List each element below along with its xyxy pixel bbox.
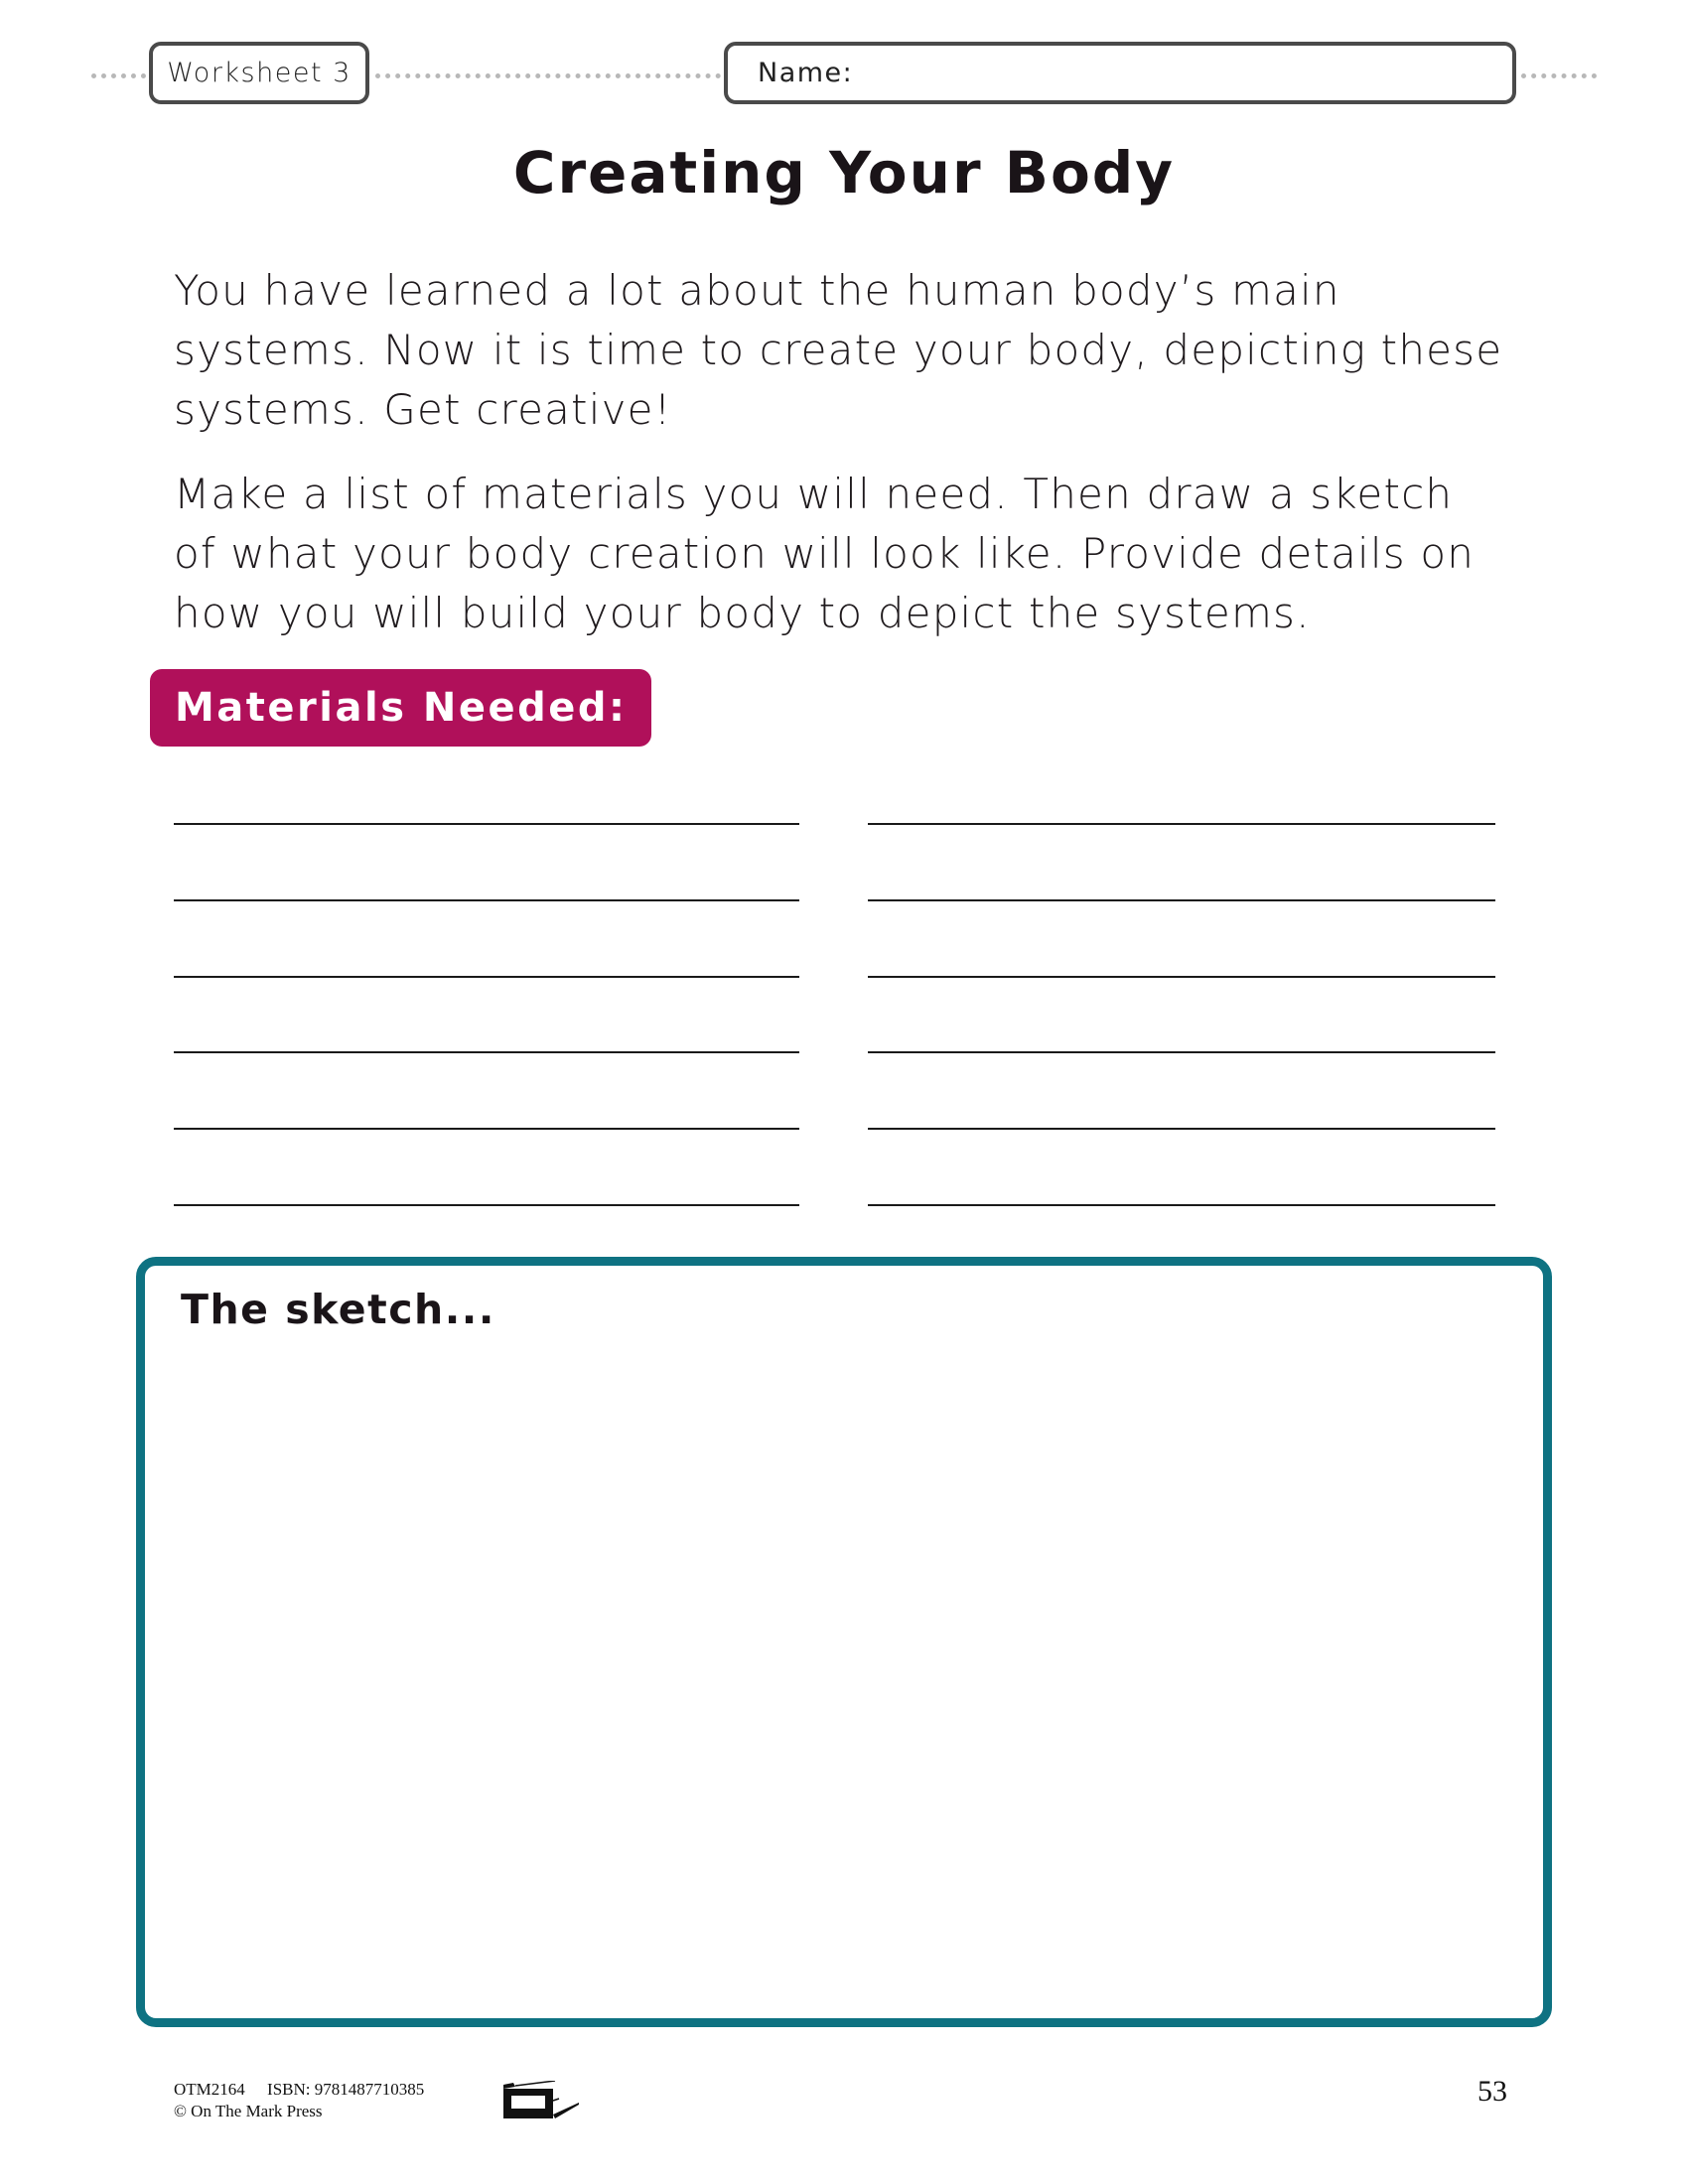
header-dotted-line-right — [1521, 73, 1597, 78]
instruction-paragraph-2: Make a list of materials you will need. Then draw a sketch of what your body creation will look like. Provide details on how you will build your body to depict the systems. — [174, 470, 1476, 637]
materials-line-left-1[interactable] — [174, 823, 799, 825]
materials-line-left-3[interactable] — [174, 976, 799, 978]
page-title: Creating Your Body — [512, 139, 1176, 206]
materials-line-right-2[interactable] — [868, 899, 1495, 901]
name-field[interactable] — [724, 42, 1516, 104]
materials-line-right-5[interactable] — [868, 1128, 1495, 1130]
materials-line-right-3[interactable] — [868, 976, 1495, 978]
instruction-paragraph-1: You have learned a lot about the human body’s main systems. Now it is time to create your body, depicting these systems. Get creative! — [174, 266, 1503, 434]
materials-line-right-1[interactable] — [868, 823, 1495, 825]
footer-publisher-info — [174, 2079, 424, 2122]
materials-line-left-6[interactable] — [174, 1204, 799, 1206]
materials-line-left-5[interactable] — [174, 1128, 799, 1130]
sketch-label: The sketch... — [181, 1286, 495, 1333]
product-code: OTM2164 — [174, 2080, 245, 2099]
materials-line-left-4[interactable] — [174, 1051, 799, 1053]
worksheet-label-box — [149, 42, 369, 104]
header-dotted-line-middle — [375, 73, 721, 78]
name-label: Name: — [758, 58, 854, 88]
materials-line-right-4[interactable] — [868, 1051, 1495, 1053]
photocopier-icon — [501, 2081, 581, 2120]
header-dotted-line-left — [91, 73, 146, 78]
materials-heading-label: Materials Needed: — [175, 685, 628, 731]
copyright: © On The Mark Press — [174, 2102, 323, 2120]
materials-line-right-6[interactable] — [868, 1204, 1495, 1206]
page-number: 53 — [1477, 2075, 1507, 2108]
sketch-box[interactable] — [136, 1257, 1552, 2027]
materials-line-left-2[interactable] — [174, 899, 799, 901]
isbn: ISBN: 9781487710385 — [267, 2080, 425, 2099]
worksheet-label: Worksheet 3 — [167, 58, 352, 88]
materials-needed-heading — [150, 669, 651, 747]
